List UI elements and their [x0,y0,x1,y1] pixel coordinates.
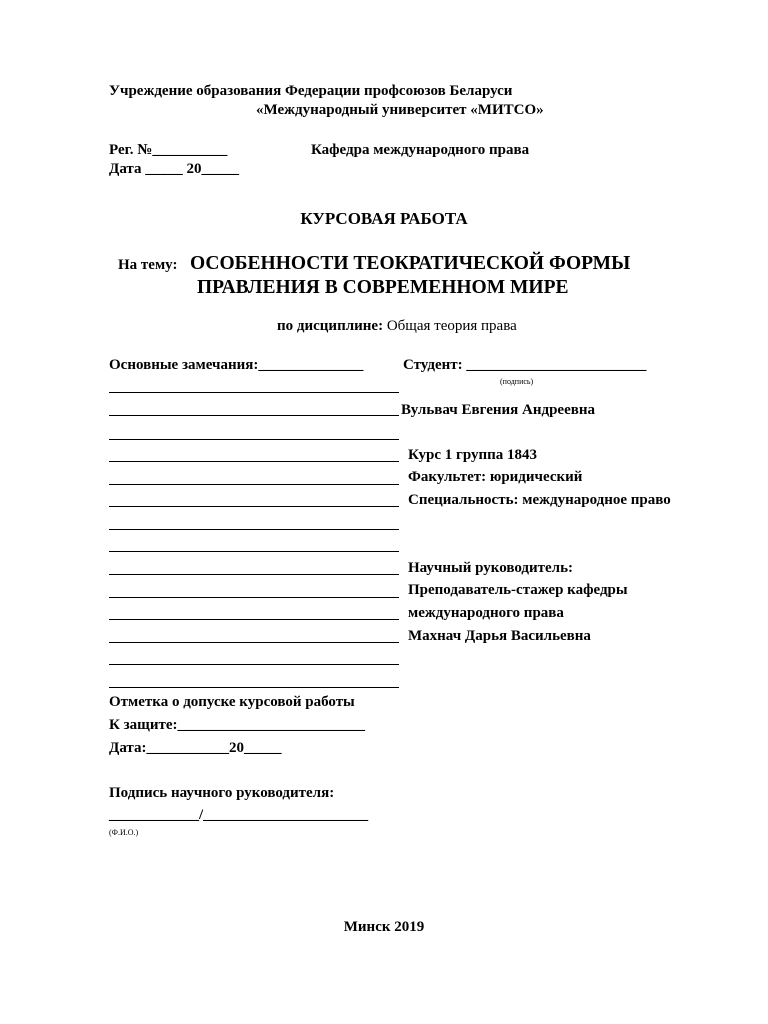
admission-label: Отметка о допуске курсовой работы [109,694,355,710]
remarks-label: Основные замечания:______________ [109,357,364,373]
institution-line-1: Учреждение образования Федерации профсоюзов Беларуси [109,83,513,99]
student-specialty: Специальность: международное право [408,492,671,508]
department-name: Кафедра международного права [311,142,530,158]
student-course-group: Курс 1 группа 1843 [408,447,537,463]
remarks-line-12 [109,642,399,643]
registration-number: Рег. №__________ [109,142,228,158]
document-type-title: КУРСОВАЯ РАБОТА [300,209,468,228]
topic-line-2: ПРАВЛЕНИЯ В СОВРЕМЕННОМ МИРЕ [197,277,569,298]
remarks-line-11 [109,619,399,620]
supervisor-signature-line: ____________/______________________ [109,807,369,823]
discipline-line [277,317,517,335]
registration-date: Дата _____ 20_____ [109,161,239,177]
remarks-line-14 [109,687,399,688]
remarks-line-8 [109,551,399,552]
supervisor-signature-label: Подпись научного руководителя: [109,785,335,801]
supervisor-position-line-1: Преподаватель-стажер кафедры [408,582,628,598]
institution-line-2: «Международный университет «МИТСО» [256,102,544,118]
admission-date-field: Дата:___________20_____ [109,740,282,756]
student-signature-field: Студент: ________________________ [403,357,647,373]
topic-line-1: ОСОБЕННОСТИ ТЕОКРАТИЧЕСКОЙ ФОРМЫ [190,253,631,274]
supervisor-name: Махнач Дарья Васильевна [408,628,591,644]
admission-defense-field: К защите:_________________________ [109,717,365,733]
signature-caption: (подпись) [500,377,534,386]
remarks-line-6 [109,506,399,507]
remarks-line-2 [109,415,399,416]
fio-caption: (Ф.И.О.) [109,828,139,837]
supervisor-position-line-2: международного права [408,605,564,621]
remarks-line-10 [109,597,399,598]
remarks-line-13 [109,664,399,665]
discipline-name: Общая теория права [386,318,517,334]
remarks-line-9 [109,574,399,575]
remarks-line-1 [109,392,399,393]
remarks-line-7 [109,529,399,530]
discipline-prefix: по дисциплине: [277,318,384,334]
student-name: Вульвач Евгения Андреевна [401,402,595,418]
remarks-line-5 [109,484,399,485]
remarks-line-3 [109,439,399,440]
student-faculty: Факультет: юридический [408,469,583,485]
supervisor-label: Научный руководитель: [408,560,573,576]
remarks-line-4 [109,461,399,462]
city-year: Минск 2019 [343,919,425,935]
topic-prefix: На тему: [118,257,178,273]
